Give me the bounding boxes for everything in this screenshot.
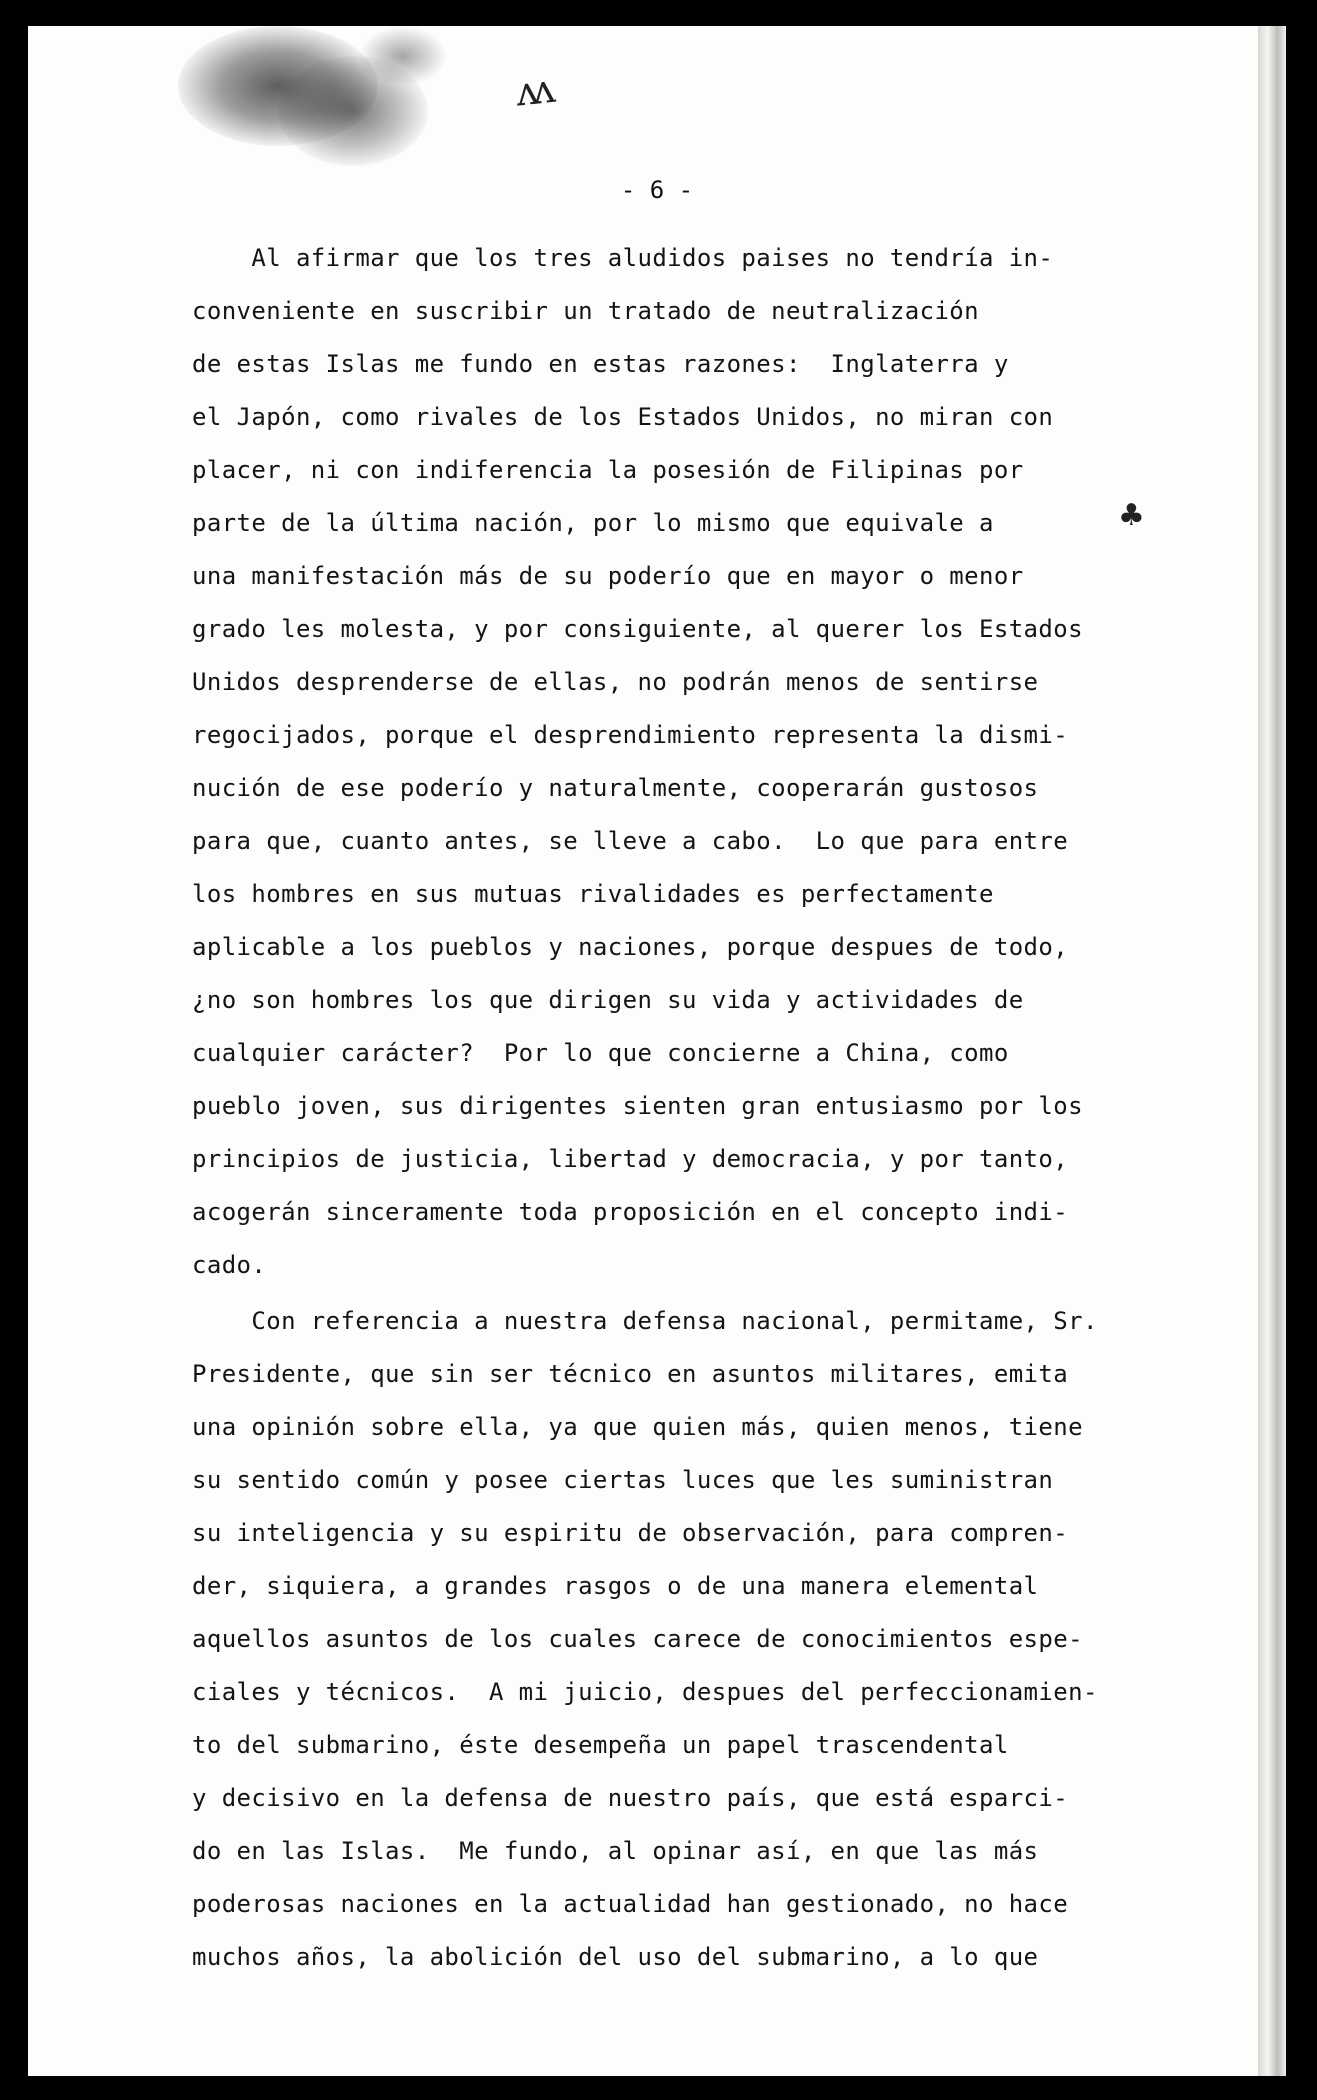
- ink-stain: [178, 26, 378, 146]
- text-line: ¿no son hombres los que dirigen su vida y actividades de: [192, 986, 1024, 1014]
- text-line: su sentido común y posee ciertas luces que les suministran: [192, 1466, 1054, 1494]
- text-line: placer, ni con indiferencia la posesión de Filipinas por: [192, 456, 1024, 484]
- text-line: una opinión sobre ella, ya que quien más, quien menos, tiene: [192, 1413, 1083, 1441]
- text-line: y decisivo en la defensa de nuestro país, que está esparci-: [192, 1784, 1069, 1812]
- text-line: Al afirmar que los tres aludidos paises no tendría in-: [192, 244, 1054, 272]
- text-line: grado les molesta, y por consiguiente, al querer los Estados: [192, 615, 1083, 643]
- text-line: Unidos desprenderse de ellas, no podrán menos de sentirse: [192, 668, 1039, 696]
- text-line: aquellos asuntos de los cuales carece de conocimientos espe-: [192, 1625, 1083, 1653]
- text-line: der, siquiera, a grandes rasgos o de una manera elemental: [192, 1572, 1039, 1600]
- text-line: su inteligencia y su espiritu de observación, para compren-: [192, 1519, 1069, 1547]
- text-line: los hombres en sus mutuas rivalidades es perfectamente: [192, 880, 994, 908]
- text-line: aplicable a los pueblos y naciones, porque despues de todo,: [192, 933, 1069, 961]
- text-line: to del submarino, éste desempeña un papel trascendental: [192, 1731, 1009, 1759]
- text-line: para que, cuanto antes, se lleve a cabo. Lo que para entre: [192, 827, 1069, 855]
- text-line: Presidente, que sin ser técnico en asuntos militares, emita: [192, 1360, 1069, 1388]
- text-line: cado.: [192, 1251, 267, 1279]
- margin-mark-icon: ♣: [1118, 498, 1145, 533]
- text-line: el Japón, como rivales de los Estados Unidos, no miran con: [192, 403, 1054, 431]
- text-line: Con referencia a nuestra defensa nacional, permitame, Sr.: [192, 1307, 1098, 1335]
- text-line: principios de justicia, libertad y democracia, y por tanto,: [192, 1145, 1069, 1173]
- text-line: poderosas naciones en la actualidad han gestionado, no hace: [192, 1890, 1069, 1918]
- text-line: do en las Islas. Me fundo, al opinar así, en que las más: [192, 1837, 1039, 1865]
- text-line: conveniente en suscribir un tratado de neutralización: [192, 297, 980, 325]
- text-line: una manifestación más de su poderío que en mayor o menor: [192, 562, 1024, 590]
- ink-stain: [278, 56, 428, 166]
- page-number: - 6 -: [620, 176, 694, 204]
- text-line: ciales y técnicos. A mi juicio, despues del perfeccionamien-: [192, 1678, 1098, 1706]
- text-line: regocijados, porque el desprendimiento representa la dismi-: [192, 721, 1069, 749]
- text-line: parte de la última nación, por lo mismo que equivale a: [192, 509, 994, 537]
- text-line: cualquier carácter? Por lo que concierne a China, como: [192, 1039, 1009, 1067]
- page-edge: [1258, 26, 1286, 2076]
- document-page: [28, 26, 1286, 2076]
- text-line: pueblo joven, sus dirigentes sienten gran entusiasmo por los: [192, 1092, 1083, 1120]
- ink-stain: [358, 26, 448, 86]
- text-line: acogerán sinceramente toda proposición en el concepto indi-: [192, 1198, 1069, 1226]
- handwritten-mark: ʌʌ: [513, 66, 552, 116]
- text-line: nución de ese poderío y naturalmente, cooperarán gustosos: [192, 774, 1039, 802]
- text-line: muchos años, la abolición del uso del submarino, a lo que: [192, 1943, 1039, 1971]
- text-line: de estas Islas me fundo en estas razones: Inglaterra y: [192, 350, 1009, 378]
